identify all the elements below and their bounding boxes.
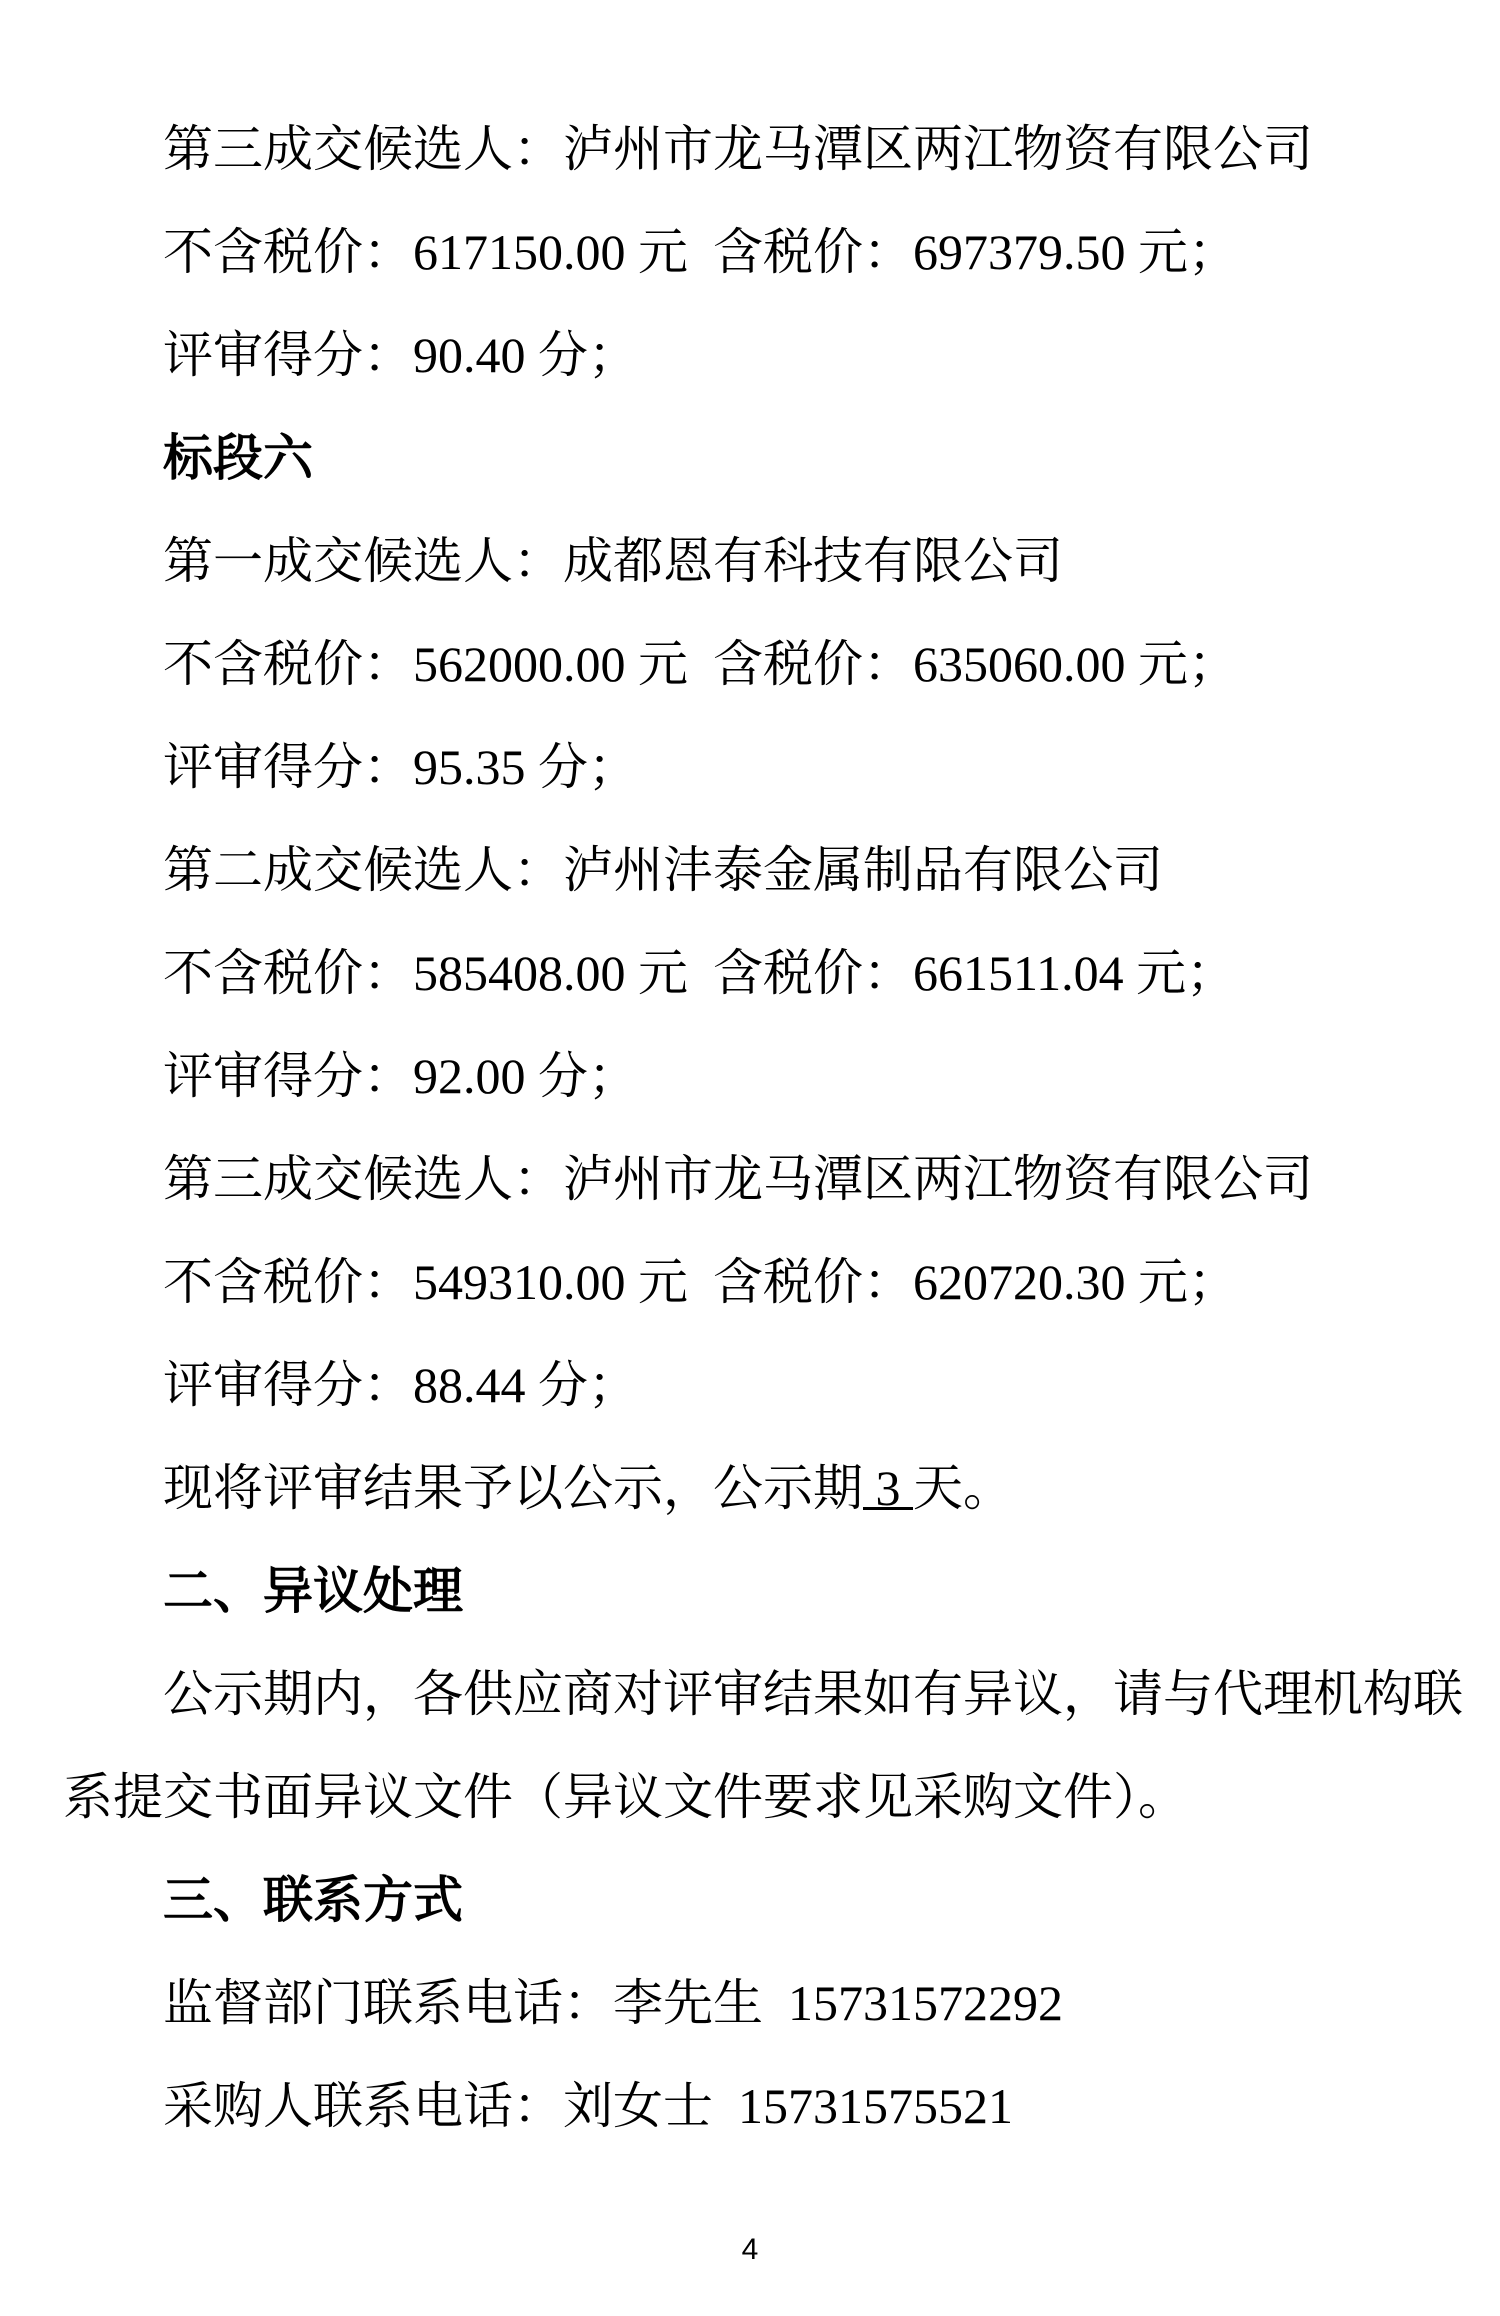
candidate-price-line: 不含税价：562000.00 元 含税价：635060.00 元；: [163, 636, 1238, 692]
contact-heading: 三、联系方式: [163, 1872, 463, 1928]
candidate-name-line: 第二成交候选人：泸州沣泰金属制品有限公司: [163, 842, 1163, 898]
candidate-price-line: 不含税价：585408.00 元 含税价：661511.04 元；: [163, 945, 1237, 1001]
document-content: [63, 98, 1468, 2158]
contact-purchaser-line: 采购人联系电话：刘女士 15731575521: [163, 2078, 1013, 2134]
candidate-name-line: 第三成交候选人：泸州市龙马潭区两江物资有限公司: [163, 121, 1313, 177]
page-number: 4: [741, 2233, 759, 2266]
candidate-price-line: 不含税价：617150.00 元 含税价：697379.50 元；: [163, 224, 1238, 280]
candidate-score-line: 评审得分：95.35 分；: [163, 739, 638, 795]
candidate-score-line: 评审得分：92.00 分；: [163, 1048, 638, 1104]
candidate-name-line: 第三成交候选人：泸州市龙马潭区两江物资有限公司: [163, 1151, 1313, 1207]
contact-supervisor-line: 监督部门联系电话：李先生 15731572292: [163, 1975, 1063, 2031]
objection-paragraph: 公示期内，各供应商对评审结果如有异议，请与代理机构联系提交书面异议文件（异议文件要求见采购文件）。: [63, 1666, 1463, 1825]
objection-heading: 二、异议处理: [163, 1563, 463, 1619]
publicity-suffix: 天。: [913, 1460, 1013, 1516]
publicity-prefix: 现将评审结果予以公示，公示期: [163, 1460, 863, 1516]
publicity-days-value: 3: [863, 1460, 913, 1516]
candidate-name-line: 第一成交候选人：成都恩有科技有限公司: [163, 533, 1063, 589]
candidate-score-line: 评审得分：90.40 分；: [163, 327, 638, 383]
section-six-heading: 标段六: [163, 430, 313, 486]
candidate-score-line: 评审得分：88.44 分；: [163, 1357, 638, 1413]
candidate-price-line: 不含税价：549310.00 元 含税价：620720.30 元；: [163, 1254, 1238, 1310]
publicity-notice-line: [63, 1437, 1468, 1540]
